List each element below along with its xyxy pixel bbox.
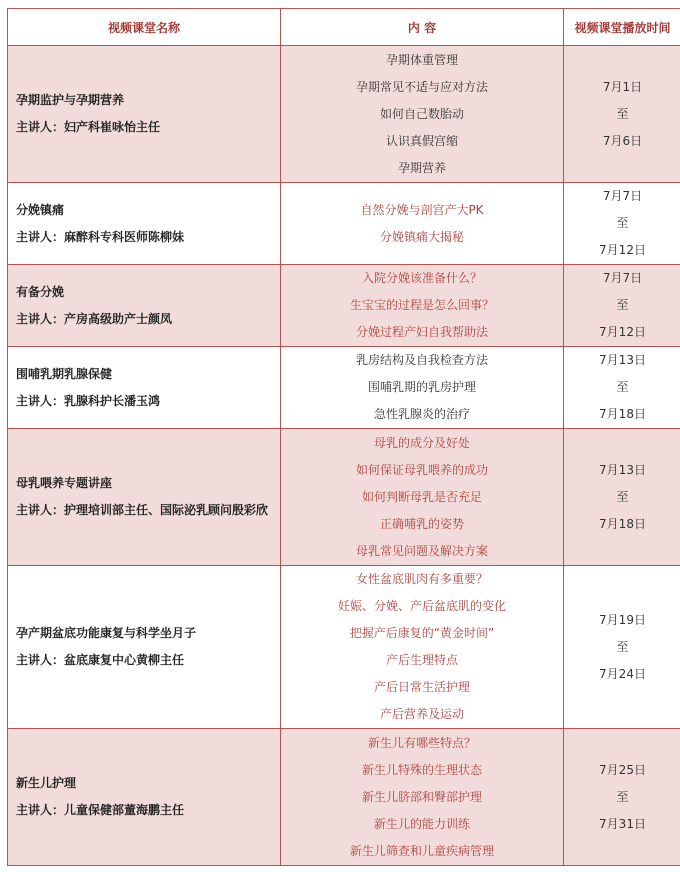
end-date: 7月18日 [599, 407, 646, 421]
content-item: 正确哺乳的姿势 [379, 516, 464, 531]
content-item: 孕期体重管理 [385, 52, 458, 67]
end-date: 7月24日 [599, 666, 646, 681]
course-time-cell [564, 265, 680, 347]
course-speaker: 主讲人：乳腺科护长潘玉鸿 [16, 393, 161, 408]
header-time: 视频课堂播放时间 [564, 9, 680, 46]
course-title: 孕期监护与孕期营养 [16, 93, 125, 107]
content-item: 新生儿的能力训练 [373, 816, 470, 831]
date-separator: 至 [616, 216, 629, 230]
course-title: 新生儿护理 [16, 776, 77, 790]
course-content-cell [281, 46, 564, 183]
content-item: 如何判断母乳是否充足 [361, 489, 482, 504]
course-speaker: 主讲人：麻醉科专科医师陈柳妹 [16, 229, 185, 244]
start-date: 7月13日 [599, 462, 646, 477]
content-item: 产后生理特点 [385, 653, 458, 667]
start-date: 7月25日 [599, 762, 646, 777]
start-date: 7月1日 [602, 79, 643, 94]
course-content-cell [281, 566, 564, 729]
content-item: 孕期营养 [397, 160, 446, 175]
date-separator: 至 [616, 789, 629, 804]
course-time-cell [564, 729, 680, 866]
start-date: 7月13日 [599, 353, 646, 367]
content-item: 分娩过程产妇自我帮助法 [355, 325, 488, 339]
content-item: 入院分娩该准备什么？ [361, 271, 482, 285]
course-title: 围哺乳期乳腺保健 [16, 366, 113, 381]
start-date: 7月19日 [599, 612, 646, 627]
start-date: 7月7日 [602, 189, 643, 203]
content-item: 自然分娩与剖宫产大PK [360, 202, 484, 217]
course-name-cell [8, 183, 281, 265]
course-speaker: 主讲人：妇产科崔咏怡主任 [16, 120, 161, 134]
content-item: 如何保证母乳喂养的成功 [355, 462, 488, 477]
course-name-cell [8, 429, 281, 566]
table-header-row [8, 9, 680, 46]
course-content-cell [281, 183, 564, 265]
course-time-cell [564, 183, 680, 265]
course-name-cell [8, 347, 281, 429]
content-item: 产后日常生活护理 [373, 680, 470, 694]
content-item: 分娩镇痛大揭秘 [379, 229, 464, 244]
course-speaker: 主讲人：盆底康复中心黄柳主任 [16, 653, 185, 667]
content-item: 新生儿筛查和儿童疾病管理 [349, 843, 494, 858]
table-row [8, 347, 680, 429]
content-item: 把握产后康复的“黄金时间” [349, 626, 495, 640]
course-time-cell [564, 566, 680, 729]
content-item: 新生儿有哪些特点？ [367, 735, 476, 750]
date-separator: 至 [616, 489, 629, 504]
course-name-cell [8, 729, 281, 866]
course-name-cell [8, 46, 281, 183]
date-separator: 至 [616, 380, 629, 394]
course-speaker: 主讲人：儿童保健部董海鹏主任 [16, 803, 185, 817]
header-content: 内 容 [281, 9, 564, 46]
content-item: 女性盆底肌肉有多重要？ [355, 572, 488, 586]
course-name-cell [8, 265, 281, 347]
course-time-cell [564, 347, 680, 429]
course-title: 分娩镇痛 [16, 202, 65, 217]
table-row [8, 429, 680, 566]
table-row [8, 265, 680, 347]
content-item: 乳房结构及自我检查方法 [355, 353, 488, 367]
course-name-cell [8, 566, 281, 729]
course-speaker: 主讲人：护理培训部主任、国际泌乳顾问殷彩欣 [16, 503, 269, 517]
course-time-cell [564, 46, 680, 183]
content-item: 新生儿特殊的生理状态 [361, 762, 482, 777]
content-item: 母乳的成分及好处 [373, 435, 470, 450]
course-time-cell [564, 429, 680, 566]
content-item: 如何自己数胎动 [379, 106, 464, 121]
course-title: 有备分娩 [16, 284, 65, 299]
content-item: 产后营养及运动 [379, 707, 464, 721]
end-date: 7月31日 [599, 816, 646, 831]
date-separator: 至 [616, 106, 629, 121]
course-content-cell [281, 265, 564, 347]
end-date: 7月6日 [602, 133, 643, 148]
content-item: 生宝宝的过程是怎么回事？ [349, 298, 494, 312]
end-date: 7月12日 [599, 243, 646, 257]
table-row [8, 46, 680, 183]
header-course-name: 视频课堂名称 [8, 9, 281, 46]
content-item: 认识真假宫缩 [385, 133, 458, 148]
content-item: 围哺乳期的乳房护理 [367, 380, 476, 394]
start-date: 7月7日 [602, 271, 643, 285]
course-content-cell [281, 729, 564, 866]
course-schedule-table [7, 8, 680, 866]
end-date: 7月18日 [599, 516, 646, 531]
content-item: 急性乳腺炎的治疗 [373, 407, 470, 421]
course-title: 母乳喂养专题讲座 [16, 476, 113, 490]
content-item: 孕期常见不适与应对方法 [355, 79, 488, 94]
end-date: 7月12日 [599, 325, 646, 339]
date-separator: 至 [616, 298, 629, 312]
table-row [8, 729, 680, 866]
date-separator: 至 [616, 639, 629, 654]
table-row [8, 566, 680, 729]
content-item: 新生儿脐部和臀部护理 [361, 789, 482, 804]
course-content-cell [281, 429, 564, 566]
course-content-cell [281, 347, 564, 429]
table-row [8, 183, 680, 265]
course-title: 孕产期盆底功能康复与科学坐月子 [16, 626, 197, 640]
content-item: 妊娠、分娩、产后盆底肌的变化 [337, 599, 506, 613]
course-speaker: 主讲人：产房高级助产士颜凤 [16, 311, 173, 326]
content-item: 母乳常见问题及解决方案 [355, 543, 488, 558]
